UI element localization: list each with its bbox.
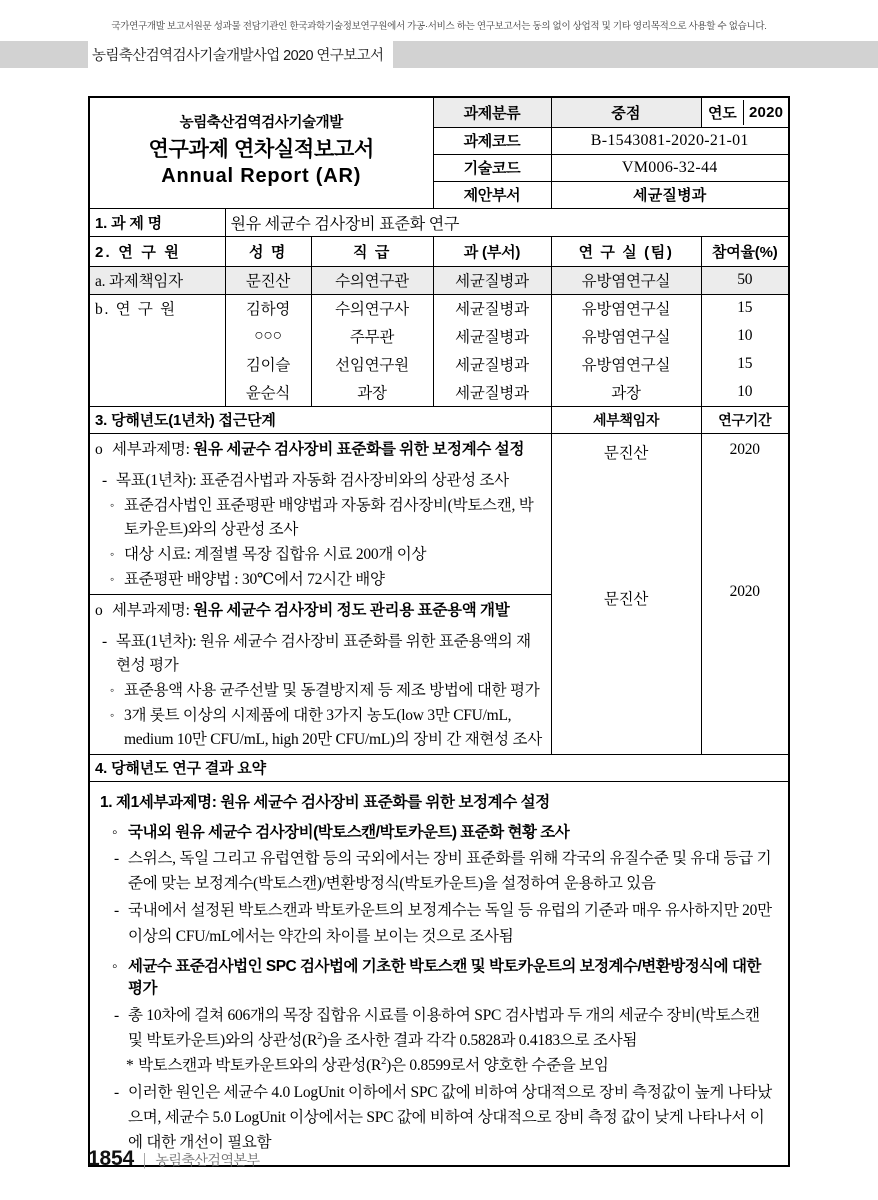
tech-code-label: 기술코드 xyxy=(433,154,551,181)
bullet-hollow-icon: ◦ xyxy=(110,497,115,512)
researcher-role xyxy=(90,350,225,378)
tech-code-value: VM006-32-44 xyxy=(551,154,788,181)
researcher-dept: 세균질병과 xyxy=(433,350,551,378)
researcher-name: ○○○ xyxy=(225,322,311,350)
researcher-dept: 세균질병과 xyxy=(433,294,551,322)
result-item-text: 스위스, 독일 그리고 유럽연합 등의 국외에서는 장비 표준화를 위해 각국의 유질수준 및 유대 등급 기준에 맞는 보정계수(박토스캔)/변환방정식(박토카운트)을 설정하여 운용하고 있음 xyxy=(128,850,772,893)
superscript-two: 2 xyxy=(381,1055,387,1067)
researcher-role: b. 연 구 원 xyxy=(90,294,225,322)
researcher-role: a. 과제책임자 xyxy=(90,266,225,294)
section3-period-col xyxy=(701,433,788,754)
bullet-hollow-icon: ◦ xyxy=(110,571,115,586)
section3-task-row xyxy=(90,433,788,594)
task-goal-text: 목표(1년차): 표준검사법과 자동화 검사장비와의 상관성 조사 xyxy=(116,471,509,489)
dept-value: 세균질병과 xyxy=(551,181,788,208)
result-item-text: 이러한 원인은 세균수 4.0 LogUnit 이하에서 SPC 값에 비하여 상대적으로 장비 측정값이 높게 나타났으며, 세균수 5.0 LogUnit 이상에서는 SPC 값에 비하여 상대적으로 장비 측정 값이 낮게 나타나서 이에 대한 개선이 필요함 xyxy=(128,1083,772,1152)
task-detail-text: 표준용액 사용 균주선발 및 동결방지제 등 제조 방법에 대한 평가 xyxy=(124,681,540,699)
column-header-name: 성 명 xyxy=(225,236,311,266)
year-label: 연도 xyxy=(702,100,744,125)
task-detail-text: 표준평판 배양법 : 30℃에서 72시간 배양 xyxy=(124,570,385,588)
researcher-name: 윤순식 xyxy=(225,378,311,406)
table-row xyxy=(90,266,788,294)
table-row xyxy=(90,294,788,322)
researcher-lab: 유방염연구실 xyxy=(551,350,701,378)
year-pair-cell xyxy=(701,98,788,127)
researcher-name: 김하영 xyxy=(225,294,311,322)
researcher-dept: 세균질병과 xyxy=(433,378,551,406)
table-row xyxy=(90,322,788,350)
researcher-dept: 세균질병과 xyxy=(433,322,551,350)
task1-period: 2020 xyxy=(729,440,760,458)
bullet-dash-icon: - xyxy=(114,902,119,920)
researcher-rate: 15 xyxy=(701,294,788,322)
task-goal-text: 목표(1년차): 원유 세균수 검사장비 표준화를 위한 표준용액의 재현성 평가 xyxy=(116,632,531,674)
bullet-hollow-icon: ◦ xyxy=(112,823,117,841)
task-goal-line xyxy=(95,630,546,678)
bullet-asterisk-icon: * xyxy=(126,1056,134,1074)
masthead-cell xyxy=(90,98,433,208)
bullet-hollow-icon: ◦ xyxy=(112,957,117,975)
task-detail-line xyxy=(95,494,546,542)
masthead-line3: Annual Report (AR) xyxy=(161,165,362,188)
bullet-hollow-icon: ◦ xyxy=(110,546,115,561)
bullet-dash-icon: - xyxy=(114,1006,119,1024)
result-note xyxy=(100,1053,776,1078)
task-detail-line xyxy=(95,568,546,592)
section4-body-row xyxy=(90,781,788,1165)
bullet-hollow-icon: ◦ xyxy=(110,707,115,722)
task-goal-line xyxy=(95,469,546,493)
section3-manager-col xyxy=(551,433,701,754)
task-title-line xyxy=(95,438,546,462)
section1-value: 원유 세균수 검사장비 표준화 연구 xyxy=(225,208,788,236)
task-title-text: 세부과제명: 원유 세균수 검사장비 표준화를 위한 보정계수 설정 xyxy=(112,440,525,458)
superscript-two: 2 xyxy=(317,1030,323,1042)
researcher-rate: 50 xyxy=(701,266,788,294)
researcher-rate: 10 xyxy=(701,378,788,406)
task-title-text: 세부과제명: 원유 세균수 검사장비 정도 관리용 표준용액 개발 xyxy=(112,601,510,619)
column-header-rank: 직 급 xyxy=(311,236,433,266)
running-header-title: 농림축산검역검사기술개발사업 2020 연구보고서 xyxy=(92,48,384,64)
researcher-name: 김이슬 xyxy=(225,350,311,378)
section4-header-row xyxy=(90,754,788,781)
bullet-circle-icon: o xyxy=(95,601,103,619)
section4-heading: 1. 제1세부과제명: 원유 세균수 검사장비 표준화를 위한 보정계수 설정 xyxy=(100,793,550,811)
result-block-title-text: 국내외 원유 세균수 검사장비(박토스캔/박토카운트) 표준화 현황 조사 xyxy=(128,823,570,841)
result-block-title-text: 세균수 표준검사법인 SPC 검사법에 기초한 박토스캔 및 박토카운트의 보정계수/변환방정식에 대한 평가 xyxy=(128,957,761,998)
task1-manager: 문진산 xyxy=(603,444,649,462)
result-note-text: 박토스캔과 박토카운트와의 상관성$(R^2)$은 0.8599로서 양호한 수준을 보임 xyxy=(138,1055,609,1074)
bullet-hollow-icon: ◦ xyxy=(110,682,115,697)
column-header-lab: 연 구 실 (팀) xyxy=(551,236,701,266)
task-detail-line xyxy=(95,704,546,752)
task2-period: 2020 xyxy=(729,582,760,600)
task-detail-line xyxy=(95,679,546,703)
footer-organization: 농림축산검역본부 xyxy=(155,1152,260,1168)
result-item xyxy=(100,1003,776,1053)
result-block-title xyxy=(100,956,776,1001)
section3-task2-body xyxy=(90,594,551,754)
researcher-dept: 세균질병과 xyxy=(433,266,551,294)
task-detail-text: 대상 시료: 계절별 목장 집합유 시료 200개 이상 xyxy=(124,545,427,563)
bullet-dash-icon: - xyxy=(114,1083,119,1101)
bullet-dash-icon: - xyxy=(102,471,107,489)
section2-label: 2. 연 구 원 xyxy=(90,236,225,266)
report-form-table xyxy=(88,96,790,1167)
section3-label: 3. 당해년도(1년차) 접근단계 xyxy=(90,406,551,433)
page-footer xyxy=(88,1147,260,1171)
section1-row xyxy=(90,208,788,236)
running-header-title-plate xyxy=(88,41,393,68)
section1-label: 1. 과 제 명 xyxy=(90,208,225,236)
column-header-rate: 참여율(%) xyxy=(701,236,788,266)
table-row xyxy=(90,378,788,406)
page-number: 1854 xyxy=(88,1147,134,1170)
task-detail-line xyxy=(95,543,546,567)
task2-manager: 문진산 xyxy=(603,590,649,608)
researcher-lab: 유방염연구실 xyxy=(551,294,701,322)
project-code-value: B-1543081-2020-21-01 xyxy=(551,127,788,154)
researcher-lab: 과장 xyxy=(551,378,701,406)
result-item-text: 국내에서 설정된 박토스캔과 박토카운트의 보정계수는 독일 등 유럽의 기준과 매우 유사하지만 20만 이상의 CFU/mL에서는 약간의 차이를 보이는 것으로 조사됨 xyxy=(128,902,772,945)
column-header-dept: 과 (부서) xyxy=(433,236,551,266)
researcher-rank: 수의연구사 xyxy=(311,294,433,322)
section3-col-period: 연구기간 xyxy=(701,406,788,433)
researcher-lab: 유방염연구실 xyxy=(551,322,701,350)
researcher-role xyxy=(90,322,225,350)
result-item-text: 총 10차에 걸쳐 606개의 목장 집합유 시료를 이용하여 SPC 검사법과 두 개의 세균수 장비(박토스캔 및 박토카운트)와의 상관성$(R^2)$을 조사한 결과 각각 0.5828과 0.4183으로 조사됨 xyxy=(128,1006,760,1049)
footer-separator: | xyxy=(142,1150,147,1169)
researcher-rank: 과장 xyxy=(311,378,433,406)
section3-header-row xyxy=(90,406,788,433)
masthead-line1: 농림축산검역검사기술개발 xyxy=(179,114,343,131)
bullet-dash-icon: - xyxy=(102,632,107,650)
researcher-rate: 15 xyxy=(701,350,788,378)
category-value: 중점 xyxy=(551,98,701,127)
copyright-disclaimer: 국가연구개발 보고서원문 성과물 전담기관인 한국과학기술정보연구원에서 가공·서비스 하는 연구보고서는 동의 없이 상업적 및 기타 영리목적으로 사용할 수 없습니다. xyxy=(111,21,767,32)
year-value: 2020 xyxy=(749,103,784,121)
result-item xyxy=(100,898,776,948)
result-item xyxy=(100,1080,776,1155)
table-row xyxy=(90,350,788,378)
bullet-circle-icon: o xyxy=(95,440,103,458)
researcher-rank: 주무관 xyxy=(311,322,433,350)
running-header-band xyxy=(0,41,878,68)
researcher-rank: 선임연구원 xyxy=(311,350,433,378)
task-detail-text: 3개 롯트 이상의 시제품에 대한 3가지 농도(low 3만 CFU/mL, medium 10만 CFU/mL, high 20만 CFU/mL)의 장비 간 재현성 조사 xyxy=(124,706,542,748)
researcher-name: 문진산 xyxy=(225,266,311,294)
section3-task1-body xyxy=(90,433,551,594)
researcher-rate: 10 xyxy=(701,322,788,350)
masthead-line2: 연구과제 연차실적보고서 xyxy=(148,137,374,161)
section2-header-row xyxy=(90,236,788,266)
section4-body xyxy=(90,781,788,1165)
result-item xyxy=(100,846,776,896)
result-block-title xyxy=(100,822,776,844)
researcher-role xyxy=(90,378,225,406)
researcher-lab: 유방염연구실 xyxy=(551,266,701,294)
masthead-row xyxy=(90,98,788,127)
task-title-line xyxy=(95,599,546,623)
researcher-rank: 수의연구관 xyxy=(311,266,433,294)
project-code-label: 과제코드 xyxy=(433,127,551,154)
section4-label: 4. 당해년도 연구 결과 요약 xyxy=(90,754,788,781)
dept-label: 제안부서 xyxy=(433,181,551,208)
bullet-dash-icon: - xyxy=(114,850,119,868)
task-detail-text: 표준검사법인 표준평판 배양법과 자동화 검사장비(박토스캔, 박토카운트)와의 상관성 조사 xyxy=(124,496,534,538)
category-label: 과제분류 xyxy=(433,98,551,127)
section3-col-manager: 세부책임자 xyxy=(551,406,701,433)
